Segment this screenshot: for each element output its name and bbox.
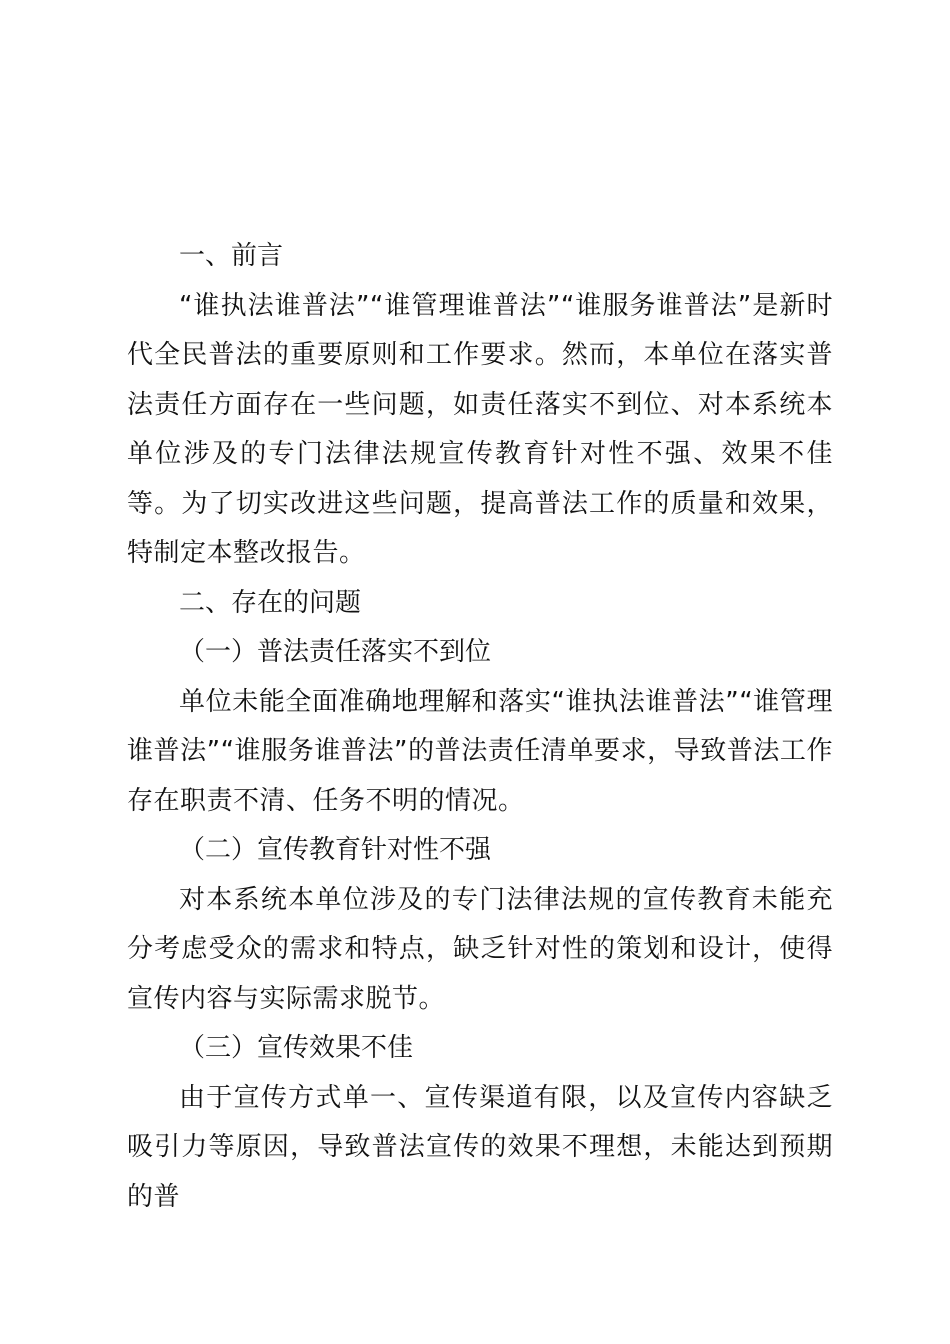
- section-heading-problems: 二、存在的问题: [179, 587, 362, 618]
- subheading-targeting: （二）宣传教育针对性不强: [179, 835, 492, 865]
- paragraph-preface: “谁执法谁普法”“谁管理谁普法”“谁服务谁普法”是新时代全民普法的重要原则和工作要求。然而，本单位在落实普法责任方面存在一些问题，如责任落实不到位、对本系统本单位涉及的专门法律法规宣传教育针对性不强、效果不佳等。为了切实改进这些问题，提高普法工作的质量和效果，特制定本整改报告。: [127, 290, 833, 568]
- paragraph-targeting: 对本系统本单位涉及的专门法律法规的宣传教育未能充分考虑受众的需求和特点，缺乏针对性的策划和设计，使得宣传内容与实际需求脱节。: [127, 884, 833, 1014]
- paragraph-responsibility: 单位未能全面准确地理解和落实“谁执法谁普法”“谁管理谁普法”“谁服务谁普法”的普法责任清单要求，导致普法工作存在职责不清、任务不明的情况。: [127, 686, 833, 816]
- paragraph-effect: 由于宣传方式单一、宣传渠道有限，以及宣传内容缺乏吸引力等原因，导致普法宣传的效果不理想，未能达到预期的普: [127, 1082, 833, 1212]
- section-heading-preface: 一、前言: [179, 241, 284, 271]
- subheading-effect: （三）宣传效果不佳: [179, 1033, 414, 1063]
- subheading-responsibility: （一）普法责任落实不到位: [179, 637, 492, 667]
- document-body: [127, 232, 833, 1222]
